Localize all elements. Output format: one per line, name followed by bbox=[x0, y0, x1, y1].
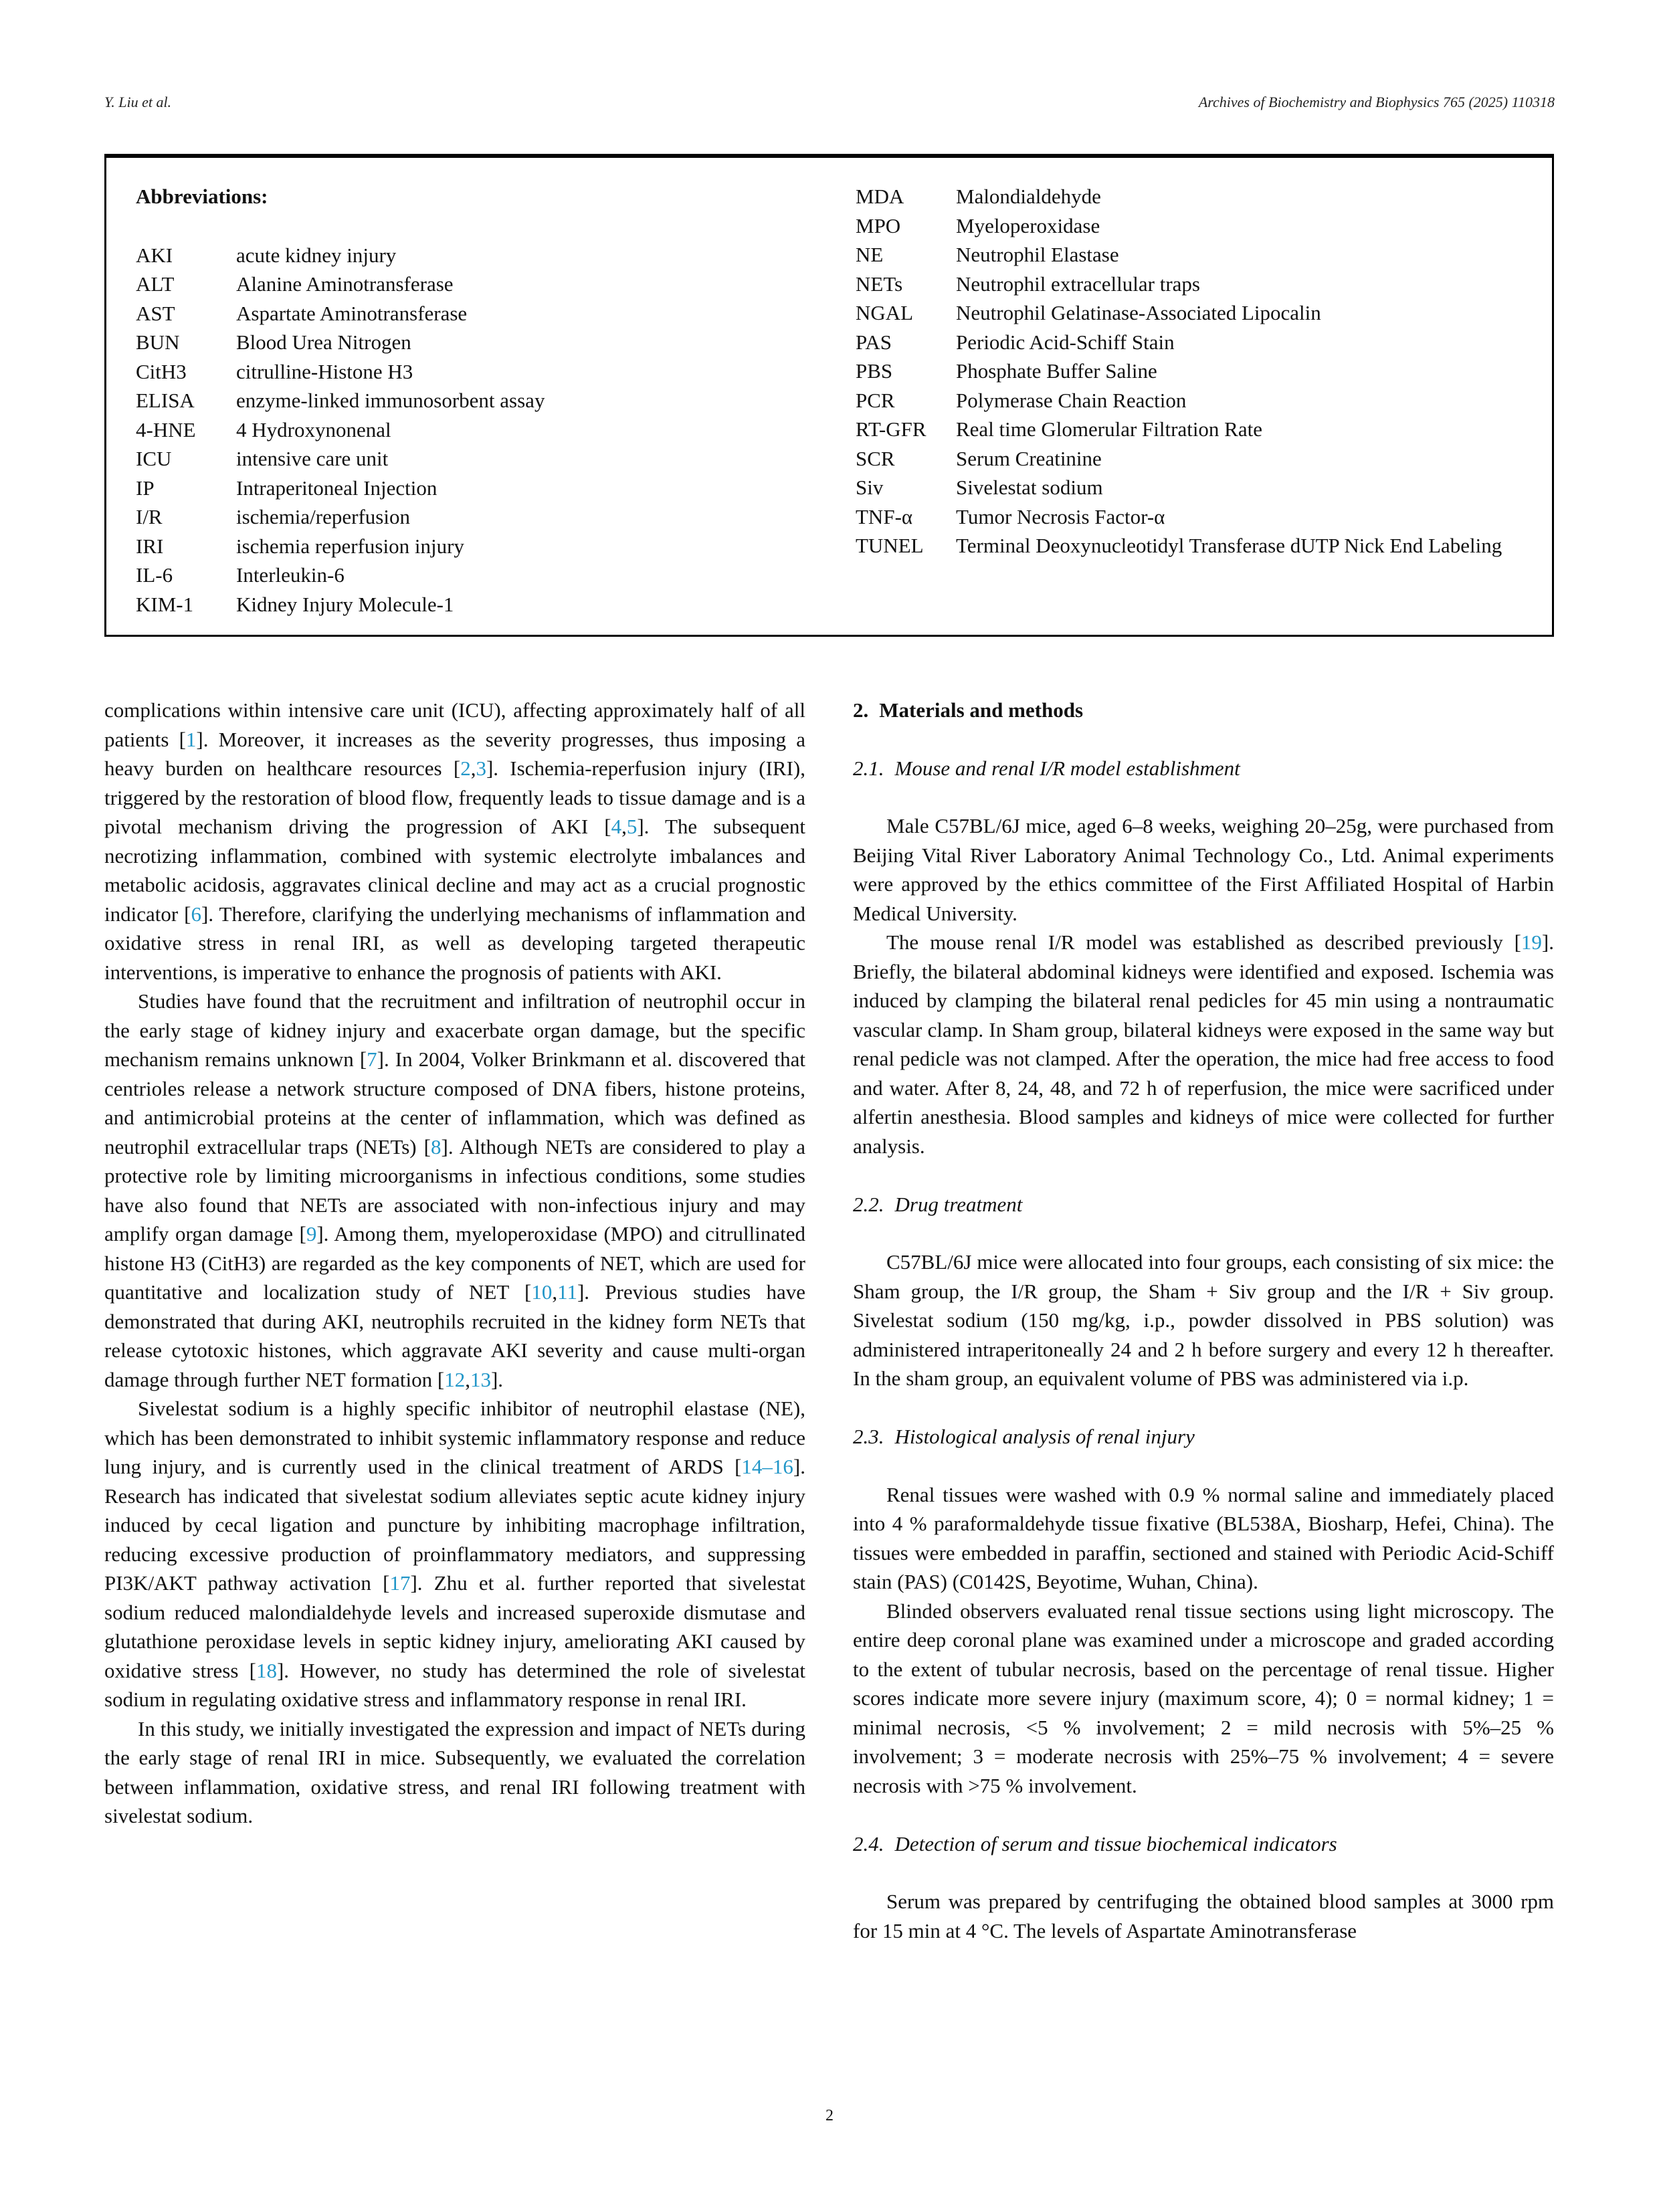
paragraph-text: , bbox=[552, 1280, 558, 1304]
abbreviation-definition: Alanine Aminotransferase bbox=[236, 272, 454, 296]
subsection-title: Mouse and renal I/R model establishment bbox=[894, 756, 1240, 780]
paragraph-text: ]. However, no study has determined the role of sivelestat sodium in regulating oxidative stress and inflammatory response in renal IRI. bbox=[104, 1658, 805, 1711]
abbreviation-key: TNF-α bbox=[856, 504, 913, 528]
abbreviation-definition: Terminal Deoxynucleotidyl Transferase dUTP Nick End Labeling bbox=[956, 534, 1502, 557]
citation-link[interactable]: 18 bbox=[256, 1658, 277, 1682]
abbreviation-key: RT-GFR bbox=[856, 417, 926, 441]
abbreviation-definition: Neutrophil Elastase bbox=[956, 243, 1119, 266]
abbreviation-definition: Sivelestat sodium bbox=[956, 476, 1103, 499]
left-text-column bbox=[104, 696, 805, 1831]
abbreviation-row bbox=[136, 502, 805, 532]
abbreviation-definition: Myeloperoxidase bbox=[956, 213, 1100, 237]
paragraph-2-3-a: Renal tissues were washed with 0.9 % normal saline and immediately placed into 4 % paraformaldehyde tissue fixative (BL538A, Biosharp, Hefei, China). The tissues were embedded in paraffin, sectioned and stained with Periodic Acid-Schiff stain (PAS) (C0142S, Beyotime, Wuhan, China). bbox=[853, 1482, 1554, 1593]
abbreviations-title: Abbreviations: bbox=[136, 185, 268, 208]
citation-link[interactable]: 10 bbox=[531, 1280, 553, 1304]
abbreviation-key: 4-HNE bbox=[136, 417, 196, 441]
running-head-journal: Archives of Biochemistry and Biophysics 765 (2025) 110318 bbox=[1198, 94, 1555, 110]
abbreviations-right-list bbox=[856, 182, 1525, 561]
abbreviation-key: AST bbox=[136, 301, 175, 325]
paragraph-text: ]. Among them, myeloperoxidase (MPO) and citrullinated histone H3 (CitH3) are regarded as the key components of NET, which are used for quantitative and localization study of NET [ bbox=[104, 1222, 805, 1304]
paragraph-text: ]. The subsequent necrotizing inflammation, combined with systemic electrolyte imbalances and metabolic acidosis, aggravates clinical decline and may act as a crucial prognostic indicator [ bbox=[104, 815, 805, 926]
citation-link[interactable]: 1 bbox=[185, 727, 197, 751]
paragraph-text: ]. Research has indicated that sivelestat sodium alleviates septic acute kidney injury induced by cecal ligation and puncture by inhibiting macrophage infiltration, reducing excessive production of proinflammatory mediators, and suppressing PI3K/AKT pathway activation [ bbox=[104, 1455, 805, 1595]
abbreviation-definition: Tumor Necrosis Factor-α bbox=[956, 504, 1165, 528]
paragraph-text: complications within intensive care unit (ICU), affecting approximately half of all patients [ bbox=[104, 698, 805, 751]
abbreviation-key: MPO bbox=[856, 213, 901, 237]
section-heading-materials-methods bbox=[853, 696, 1554, 725]
abbreviation-row bbox=[856, 357, 1525, 386]
abbreviation-row bbox=[136, 474, 805, 503]
abbreviation-row bbox=[136, 590, 805, 619]
abbreviation-key: BUN bbox=[136, 330, 180, 354]
abbreviation-row bbox=[856, 182, 1525, 211]
paragraph-text: ]. Ischemia-reperfusion injury (IRI), triggered by the restoration of blood flow, frequently leads to tissue damage and is a pivotal mechanism driving the progression of AKI [ bbox=[104, 757, 805, 838]
citation-link[interactable]: 5 bbox=[626, 815, 638, 838]
citation-link[interactable]: 14–16 bbox=[741, 1455, 793, 1478]
abbreviation-row bbox=[856, 211, 1525, 241]
paragraph-text: Studies have found that the recruitment and infiltration of neutrophil occur in the early stage of kidney injury and exacerbate organ damage, but the specific mechanism remains unknown [ bbox=[104, 989, 805, 1071]
abbreviation-definition: Neutrophil extracellular traps bbox=[956, 272, 1200, 296]
paragraph-text: ]. Briefly, the bilateral abdominal kidneys were identified and exposed. Ischemia was induced by clamping the bilateral renal pedicles for 45 min using a nontraumatic vascular clamp. In Sham group, bilateral kidneys were exposed in the same way but renal pedicle was not clamped. After the operation, the mice had free access to food and water. After 8, 24, 48, and 72 h of reperfusion, the mice were sacrificed under alfertin anesthesia. Blood samples and kidneys of mice were collected for further analysis. bbox=[853, 930, 1554, 1158]
abbreviation-definition: Real time Glomerular Filtration Rate bbox=[956, 417, 1262, 441]
abbreviation-row bbox=[136, 415, 805, 445]
paragraph-text: ]. In 2004, Volker Brinkmann et al. discovered that centrioles release a network structure composed of DNA fibers, histone proteins, and antimicrobial proteins at the center of inflammation, which was defined as neutrophil extracellular traps (NETs) [ bbox=[104, 1047, 805, 1159]
abbreviation-row bbox=[856, 415, 1525, 444]
abbreviations-left-list bbox=[136, 241, 805, 619]
subsection-heading-2-4 bbox=[853, 1829, 1554, 1859]
abbreviation-row bbox=[136, 386, 805, 415]
intro-paragraph-2 bbox=[104, 987, 805, 1394]
citation-link[interactable]: 11 bbox=[557, 1280, 577, 1304]
intro-paragraph-3 bbox=[104, 1394, 805, 1714]
abbreviation-definition: Aspartate Aminotransferase bbox=[236, 301, 468, 325]
subsection-title: Drug treatment bbox=[894, 1192, 1023, 1216]
abbreviation-key: PBS bbox=[856, 359, 893, 383]
abbreviation-definition: Polymerase Chain Reaction bbox=[956, 388, 1187, 412]
subsection-number: 2.2. bbox=[853, 1192, 884, 1216]
abbreviation-key: PCR bbox=[856, 388, 895, 412]
paragraph-text: , bbox=[470, 757, 476, 780]
abbreviation-key: NE bbox=[856, 243, 884, 266]
intro-paragraph-4: In this study, we initially investigated the expression and impact of NETs during the early stage of renal IRI in mice. Subsequently, we evaluated the correlation between inflammation, oxidative stress, and renal IRI following treatment with sivelestat sodium. bbox=[104, 1716, 805, 1827]
abbreviation-definition: Phosphate Buffer Saline bbox=[956, 359, 1157, 383]
abbreviation-row bbox=[856, 386, 1525, 415]
abbreviation-row bbox=[856, 328, 1525, 357]
citation-link[interactable]: 8 bbox=[431, 1134, 442, 1159]
abbreviation-definition: Neutrophil Gelatinase-Associated Lipocalin bbox=[956, 301, 1321, 324]
citation-link[interactable]: 19 bbox=[1521, 930, 1542, 954]
subsection-heading-2-2 bbox=[853, 1190, 1554, 1219]
paragraph-text: ]. Zhu et al. further reported that sivelestat sodium reduced malondialdehyde levels and increased superoxide dismutase and glutathione peroxidase levels in septic kidney injury, ameliorating AKI caused by oxidative stress [ bbox=[104, 1571, 805, 1682]
abbreviation-definition: enzyme-linked immunosorbent assay bbox=[236, 389, 545, 412]
paragraph-text: ]. Therefore, clarifying the underlying mechanisms of inflammation and oxidative stress in renal IRI, as well as developing targeted therapeutic interventions, is imperative to enhance the prognosis of patients with AKI. bbox=[104, 902, 805, 984]
running-head-authors: Y. Liu et al. bbox=[104, 94, 172, 110]
abbreviation-definition: intensive care unit bbox=[236, 447, 389, 470]
abbreviation-key: CitH3 bbox=[136, 359, 187, 383]
paragraph-2-4-a: Serum was prepared by centrifuging the obtained blood samples at 3000 rpm for 15 min at 4 °C. The levels of Aspartate Aminotransferase bbox=[853, 1890, 1554, 1942]
abbreviation-key: IP bbox=[136, 476, 155, 500]
citation-link[interactable]: 9 bbox=[306, 1222, 317, 1245]
page-number: 2 bbox=[825, 2107, 834, 2124]
abbreviation-row bbox=[856, 502, 1525, 532]
abbreviation-definition: Kidney Injury Molecule-1 bbox=[236, 592, 454, 616]
abbreviation-key: I/R bbox=[136, 505, 163, 528]
abbreviation-row bbox=[136, 299, 805, 328]
abbreviation-row bbox=[136, 561, 805, 590]
abbreviation-definition: Malondialdehyde bbox=[956, 185, 1101, 208]
abbreviation-key: ELISA bbox=[136, 389, 195, 412]
paragraph-text: , bbox=[621, 815, 627, 838]
abbreviation-definition: Blood Urea Nitrogen bbox=[236, 330, 411, 354]
citation-link[interactable]: 12 bbox=[444, 1367, 466, 1391]
citation-link[interactable]: 3 bbox=[476, 757, 486, 780]
abbreviation-definition: Serum Creatinine bbox=[956, 446, 1102, 470]
section-number: 2. bbox=[853, 698, 869, 722]
abbreviations-right-column bbox=[856, 182, 1525, 561]
abbreviation-key: SCR bbox=[856, 446, 895, 470]
abbreviation-definition: 4 Hydroxynonenal bbox=[236, 417, 391, 441]
abbreviation-row bbox=[856, 298, 1525, 328]
abbreviation-key: Siv bbox=[856, 476, 884, 499]
abbreviation-definition: ischemia reperfusion injury bbox=[236, 534, 464, 558]
abbreviation-key: IRI bbox=[136, 534, 164, 558]
paragraph-2-2-a: C57BL/6J mice were allocated into four groups, each consisting of six mice: the Sham group, the I/R group, the Sham + Siv group and the I/R + Siv group. Sivelestat sodium (150 mg/kg, i.p., powder dissolved in PBS solution) was administered intraperitoneally 24 and 2 h before surgery and every 12 h thereafter. In the sham group, an equivalent volume of PBS was administered via i.p. bbox=[853, 1250, 1554, 1390]
paragraph-2-3-b: Blinded observers evaluated renal tissue sections using light microscopy. The entire deep coronal plane was examined under a microscope and graded according to the extent of tubular necrosis, based on the percentage of renal tissue. Higher scores indicate more severe injury (maximum score, 4); 0 = normal kidney; 1 = minimal necrosis, <5 % involvement; 2 = mild necrosis with 5%–25 % involvement; 3 = moderate necrosis with 25%–75 % involvement; 4 = severe necrosis with >75 % involvement. bbox=[853, 1599, 1554, 1797]
subsection-number: 2.3. bbox=[853, 1425, 884, 1448]
abbreviation-row bbox=[856, 444, 1525, 474]
abbreviation-row bbox=[856, 270, 1525, 299]
paragraph-2-1-a: Male C57BL/6J mice, aged 6–8 weeks, weighing 20–25g, were purchased from Beijing Vital River Laboratory Animal Technology Co., Ltd. Animal experiments were approved by the ethics committee of the First Affiliated Hospital of Harbin Medical University. bbox=[853, 814, 1554, 925]
abbreviation-row bbox=[856, 240, 1525, 270]
citation-link[interactable]: 17 bbox=[389, 1571, 411, 1595]
section-title: Materials and methods bbox=[879, 698, 1084, 722]
abbreviation-key: IL-6 bbox=[136, 563, 173, 587]
abbreviation-row bbox=[136, 270, 805, 299]
abbreviation-key: AKI bbox=[136, 243, 173, 267]
paragraph-text: , bbox=[465, 1367, 470, 1391]
abbreviation-definition: acute kidney injury bbox=[236, 243, 397, 267]
paragraph-2-1-b bbox=[853, 928, 1554, 1161]
abbreviation-definition: citrulline-Histone H3 bbox=[236, 359, 413, 383]
abbreviation-definition: Intraperitoneal Injection bbox=[236, 476, 437, 500]
subsection-title: Histological analysis of renal injury bbox=[894, 1425, 1195, 1448]
paragraph-text: The mouse renal I/R model was established as described previously [ bbox=[886, 930, 1521, 954]
abbreviations-left-column bbox=[136, 182, 805, 619]
abbreviation-row bbox=[136, 328, 805, 357]
subsection-heading-2-1 bbox=[853, 754, 1554, 783]
subsection-title: Detection of serum and tissue biochemical indicators bbox=[894, 1831, 1337, 1855]
abbreviation-definition: Periodic Acid-Schiff Stain bbox=[956, 330, 1175, 354]
abbreviation-row bbox=[136, 444, 805, 474]
abbreviation-definition: Interleukin-6 bbox=[236, 563, 345, 587]
subsection-number: 2.1. bbox=[853, 756, 884, 780]
abbreviation-key: NETs bbox=[856, 272, 903, 296]
abbreviation-key: ICU bbox=[136, 447, 172, 470]
abbreviation-row bbox=[856, 473, 1525, 502]
abbreviation-definition: ischemia/reperfusion bbox=[236, 505, 410, 528]
abbreviation-key: PAS bbox=[856, 330, 892, 354]
citation-link[interactable]: 13 bbox=[470, 1367, 491, 1391]
paragraph-text: ]. bbox=[490, 1367, 504, 1391]
paragraph-text: Sivelestat sodium is a highly specific inhibitor of neutrophil elastase (NE), which has been demonstrated to inhibit systemic inflammatory response and reduce lung injury, and is currently used in the clinical treatment of ARDS [ bbox=[104, 1397, 805, 1478]
paragraph-text: ]. Although NETs are considered to play a protective role by limiting microorganisms in infectious conditions, some studies have also found that NETs are associated with non-infectious injury and may amplify organ damage [ bbox=[104, 1134, 806, 1245]
citation-link[interactable]: 4 bbox=[611, 815, 622, 838]
abbreviation-row bbox=[136, 532, 805, 561]
right-text-column bbox=[853, 696, 1554, 1945]
abbreviation-key: MDA bbox=[856, 185, 904, 208]
abbreviations-box bbox=[104, 154, 1554, 637]
citation-link[interactable]: 6 bbox=[191, 902, 202, 926]
subsection-heading-2-3 bbox=[853, 1422, 1554, 1451]
abbreviation-key: NGAL bbox=[856, 301, 914, 324]
paragraph-text: ]. Previous studies have demonstrated that during AKI, neutrophils recruited in the kidney form NETs that release cytotoxic histones, which aggravate AKI severity and cause multi-organ damage through further NET formation [ bbox=[104, 1280, 805, 1391]
citation-link[interactable]: 7 bbox=[367, 1047, 377, 1071]
abbreviation-row bbox=[136, 357, 805, 387]
abbreviation-row bbox=[136, 241, 805, 270]
abbreviation-row bbox=[856, 531, 1525, 561]
paragraph-text: ]. Moreover, it increases as the severity progresses, thus imposing a heavy burden on healthcare resources [ bbox=[104, 727, 805, 780]
citation-link[interactable]: 2 bbox=[460, 757, 471, 780]
abbreviation-key: KIM-1 bbox=[136, 592, 194, 616]
subsection-number: 2.4. bbox=[853, 1831, 884, 1855]
intro-paragraph-1 bbox=[104, 696, 805, 987]
abbreviation-key: TUNEL bbox=[856, 534, 924, 557]
abbreviation-key: ALT bbox=[136, 272, 175, 296]
